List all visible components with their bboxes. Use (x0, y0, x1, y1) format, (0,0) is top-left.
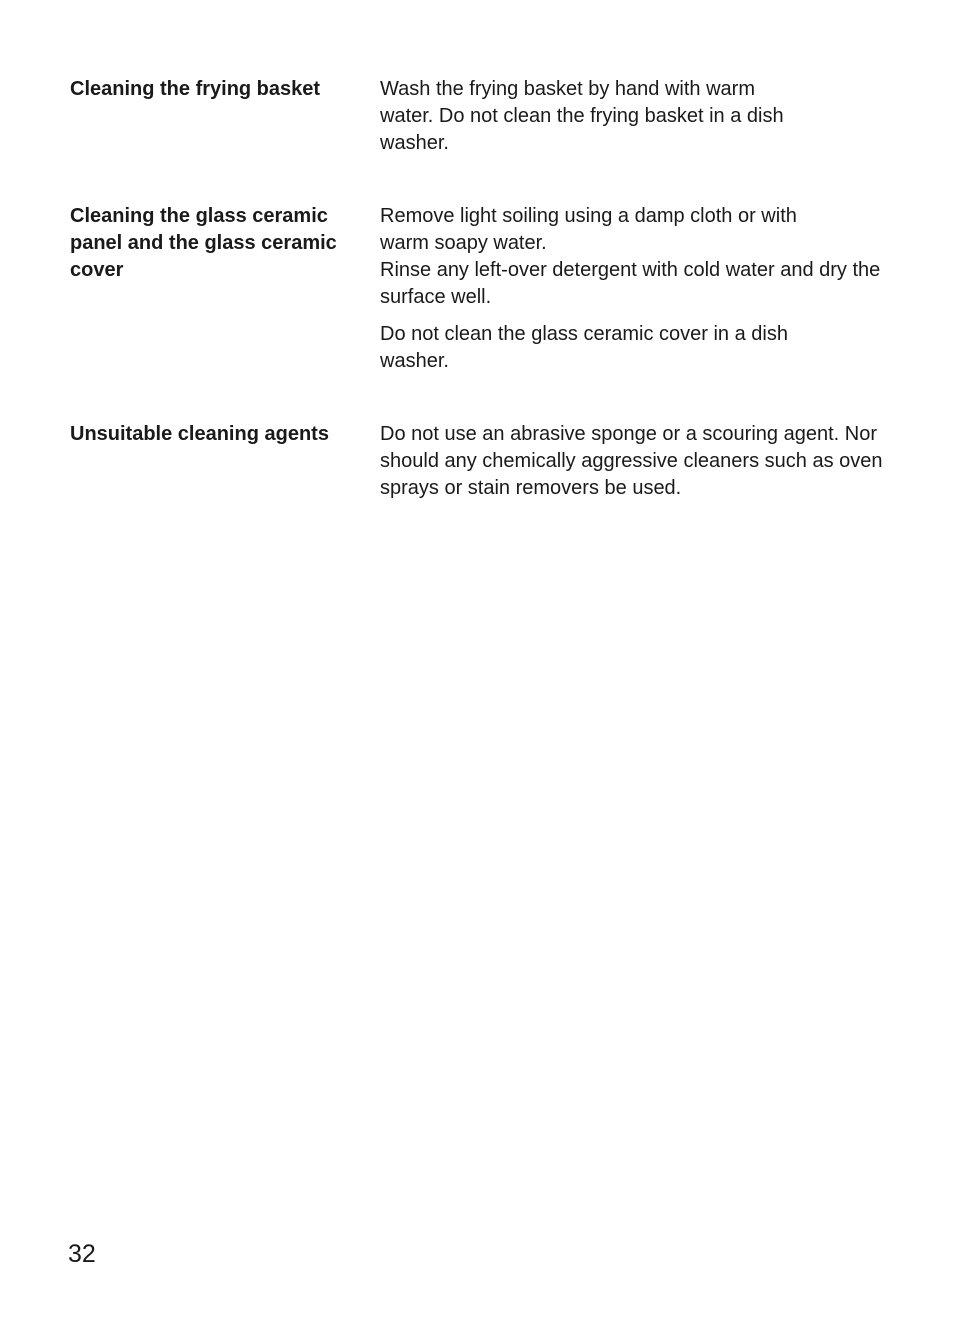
description-paragraph: Do not clean the glass ceramic cover in a dish washer. (380, 323, 788, 372)
section-description (380, 421, 892, 502)
section-term: Unsuitable cleaning agents (70, 423, 329, 445)
page-number: 32 (68, 1240, 96, 1268)
section-description (380, 76, 892, 157)
section-term: Cleaning the glass ceramic panel and the glass ceramic cover (70, 205, 337, 281)
description-paragraph: Rinse any left-over detergent with cold water and dry the surface well. (380, 259, 881, 308)
description-paragraph: Remove light soiling using a damp cloth or with warm soapy water. (380, 205, 797, 254)
description-paragraph: Do not use an abrasive sponge or a scouring agent. Nor should any chemically aggressive cleaners such as oven sprays or stain removers be used. (380, 423, 883, 499)
description-paragraph: Wash the frying basket by hand with warm water. Do not clean the frying basket in a dish washer. (380, 78, 784, 154)
section-description (380, 203, 892, 375)
section-term: Cleaning the frying basket (70, 78, 321, 100)
